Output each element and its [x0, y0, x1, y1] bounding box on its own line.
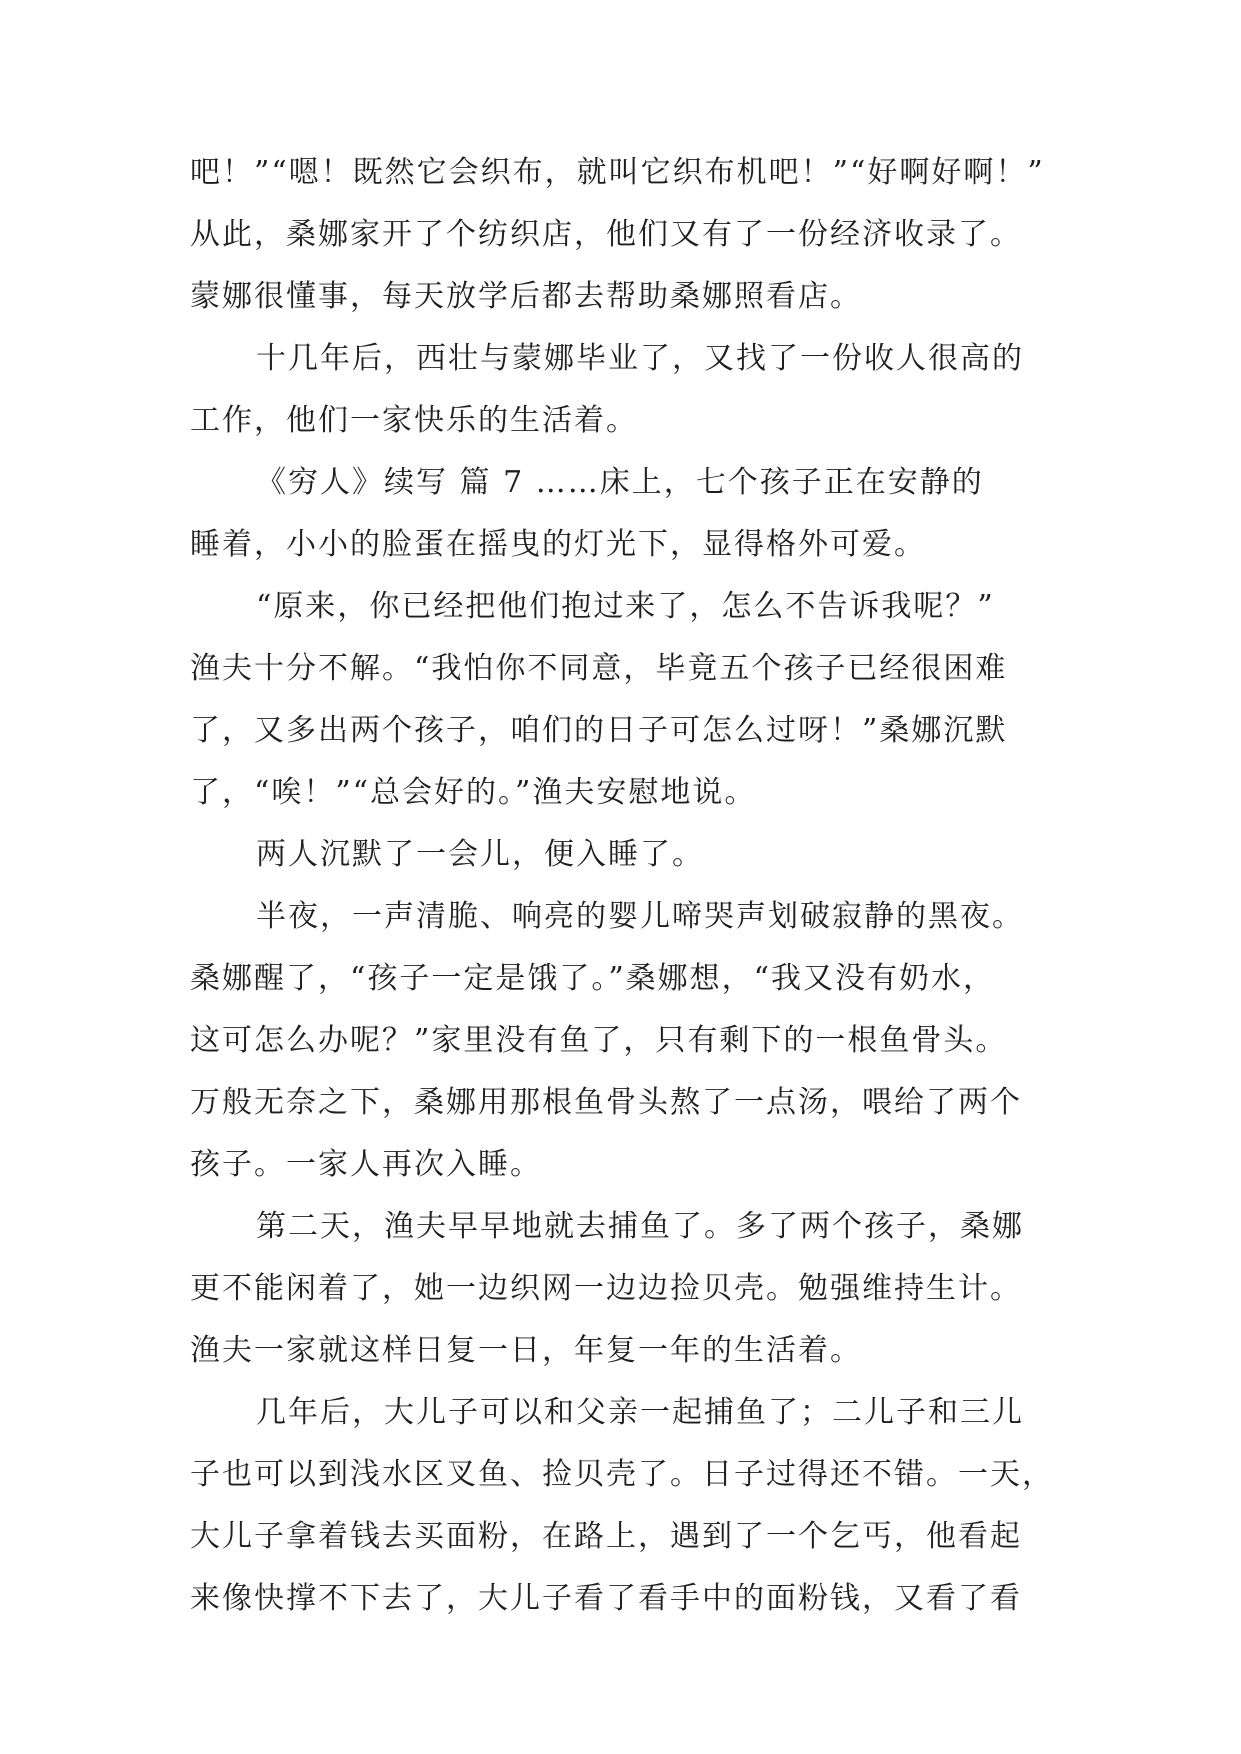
text-line: 两人沉默了一会儿，便入睡了。	[256, 837, 704, 872]
text-line: 渔夫十分不解。“我怕你不同意，毕竟五个孩子已经很困难	[190, 651, 1008, 686]
text-line: 了，又多出两个孩子，咱们的日子可怎么过呀！”桑娜沉默	[190, 713, 1008, 748]
text-line: 更不能闲着了，她一边织网一边边捡贝壳。勉强维持生计。	[190, 1271, 1022, 1306]
text-line: 大儿子拿着钱去买面粉，在路上，遇到了一个乞丐，他看起	[190, 1519, 1022, 1554]
text-line: 《穷人》续写 篇 7 ……床上，七个孩子正在安静的	[256, 465, 984, 500]
text-line: 了，“唉！”“总会好的。”渔夫安慰地说。	[190, 775, 757, 810]
text-line: 桑娜醒了，“孩子一定是饿了。”桑娜想，“我又没有奶水，	[190, 961, 996, 996]
text-line: 万般无奈之下，桑娜用那根鱼骨头熬了一点汤，喂给了两个	[190, 1085, 1022, 1120]
text-line: 来像快撑不下去了，大儿子看了看手中的面粉钱，又看了看	[190, 1581, 1022, 1616]
text-line: “原来，你已经把他们抱过来了，怎么不告诉我呢？”	[256, 589, 995, 624]
text-line: 睡着，小小的脸蛋在摇曳的灯光下，显得格外可爱。	[190, 527, 926, 562]
text-line: 几年后，大儿子可以和父亲一起捕鱼了；二儿子和三儿	[256, 1395, 1024, 1430]
text-line: 工作，他们一家快乐的生活着。	[190, 403, 638, 438]
text-line: 十几年后，西壮与蒙娜毕业了，又找了一份收人很高的	[256, 341, 1024, 376]
text-line: 孩子。一家人再次入睡。	[190, 1147, 542, 1182]
text-line: 蒙娜很懂事，每天放学后都去帮助桑娜照看店。	[190, 279, 862, 314]
text-line: 半夜，一声清脆、响亮的婴儿啼哭声划破寂静的黑夜。	[256, 899, 1024, 934]
text-line: 吧！”“嗯！既然它会织布，就叫它织布机吧！”“好啊好啊！”	[190, 155, 1045, 190]
text-line: 第二天，渔夫早早地就去捕鱼了。多了两个孩子，桑娜	[256, 1209, 1024, 1244]
text-line: 从此，桑娜家开了个纺织店，他们又有了一份经济收录了。	[190, 217, 1022, 252]
text-line: 这可怎么办呢？”家里没有鱼了，只有剩下的一根鱼骨头。	[190, 1023, 1008, 1058]
text-line: 渔夫一家就这样日复一日，年复一年的生活着。	[190, 1333, 862, 1368]
text-line: 子也可以到浅水区叉鱼、捡贝壳了。日子过得还不错。一天，	[190, 1457, 1054, 1492]
body-text	[190, 142, 1070, 1630]
